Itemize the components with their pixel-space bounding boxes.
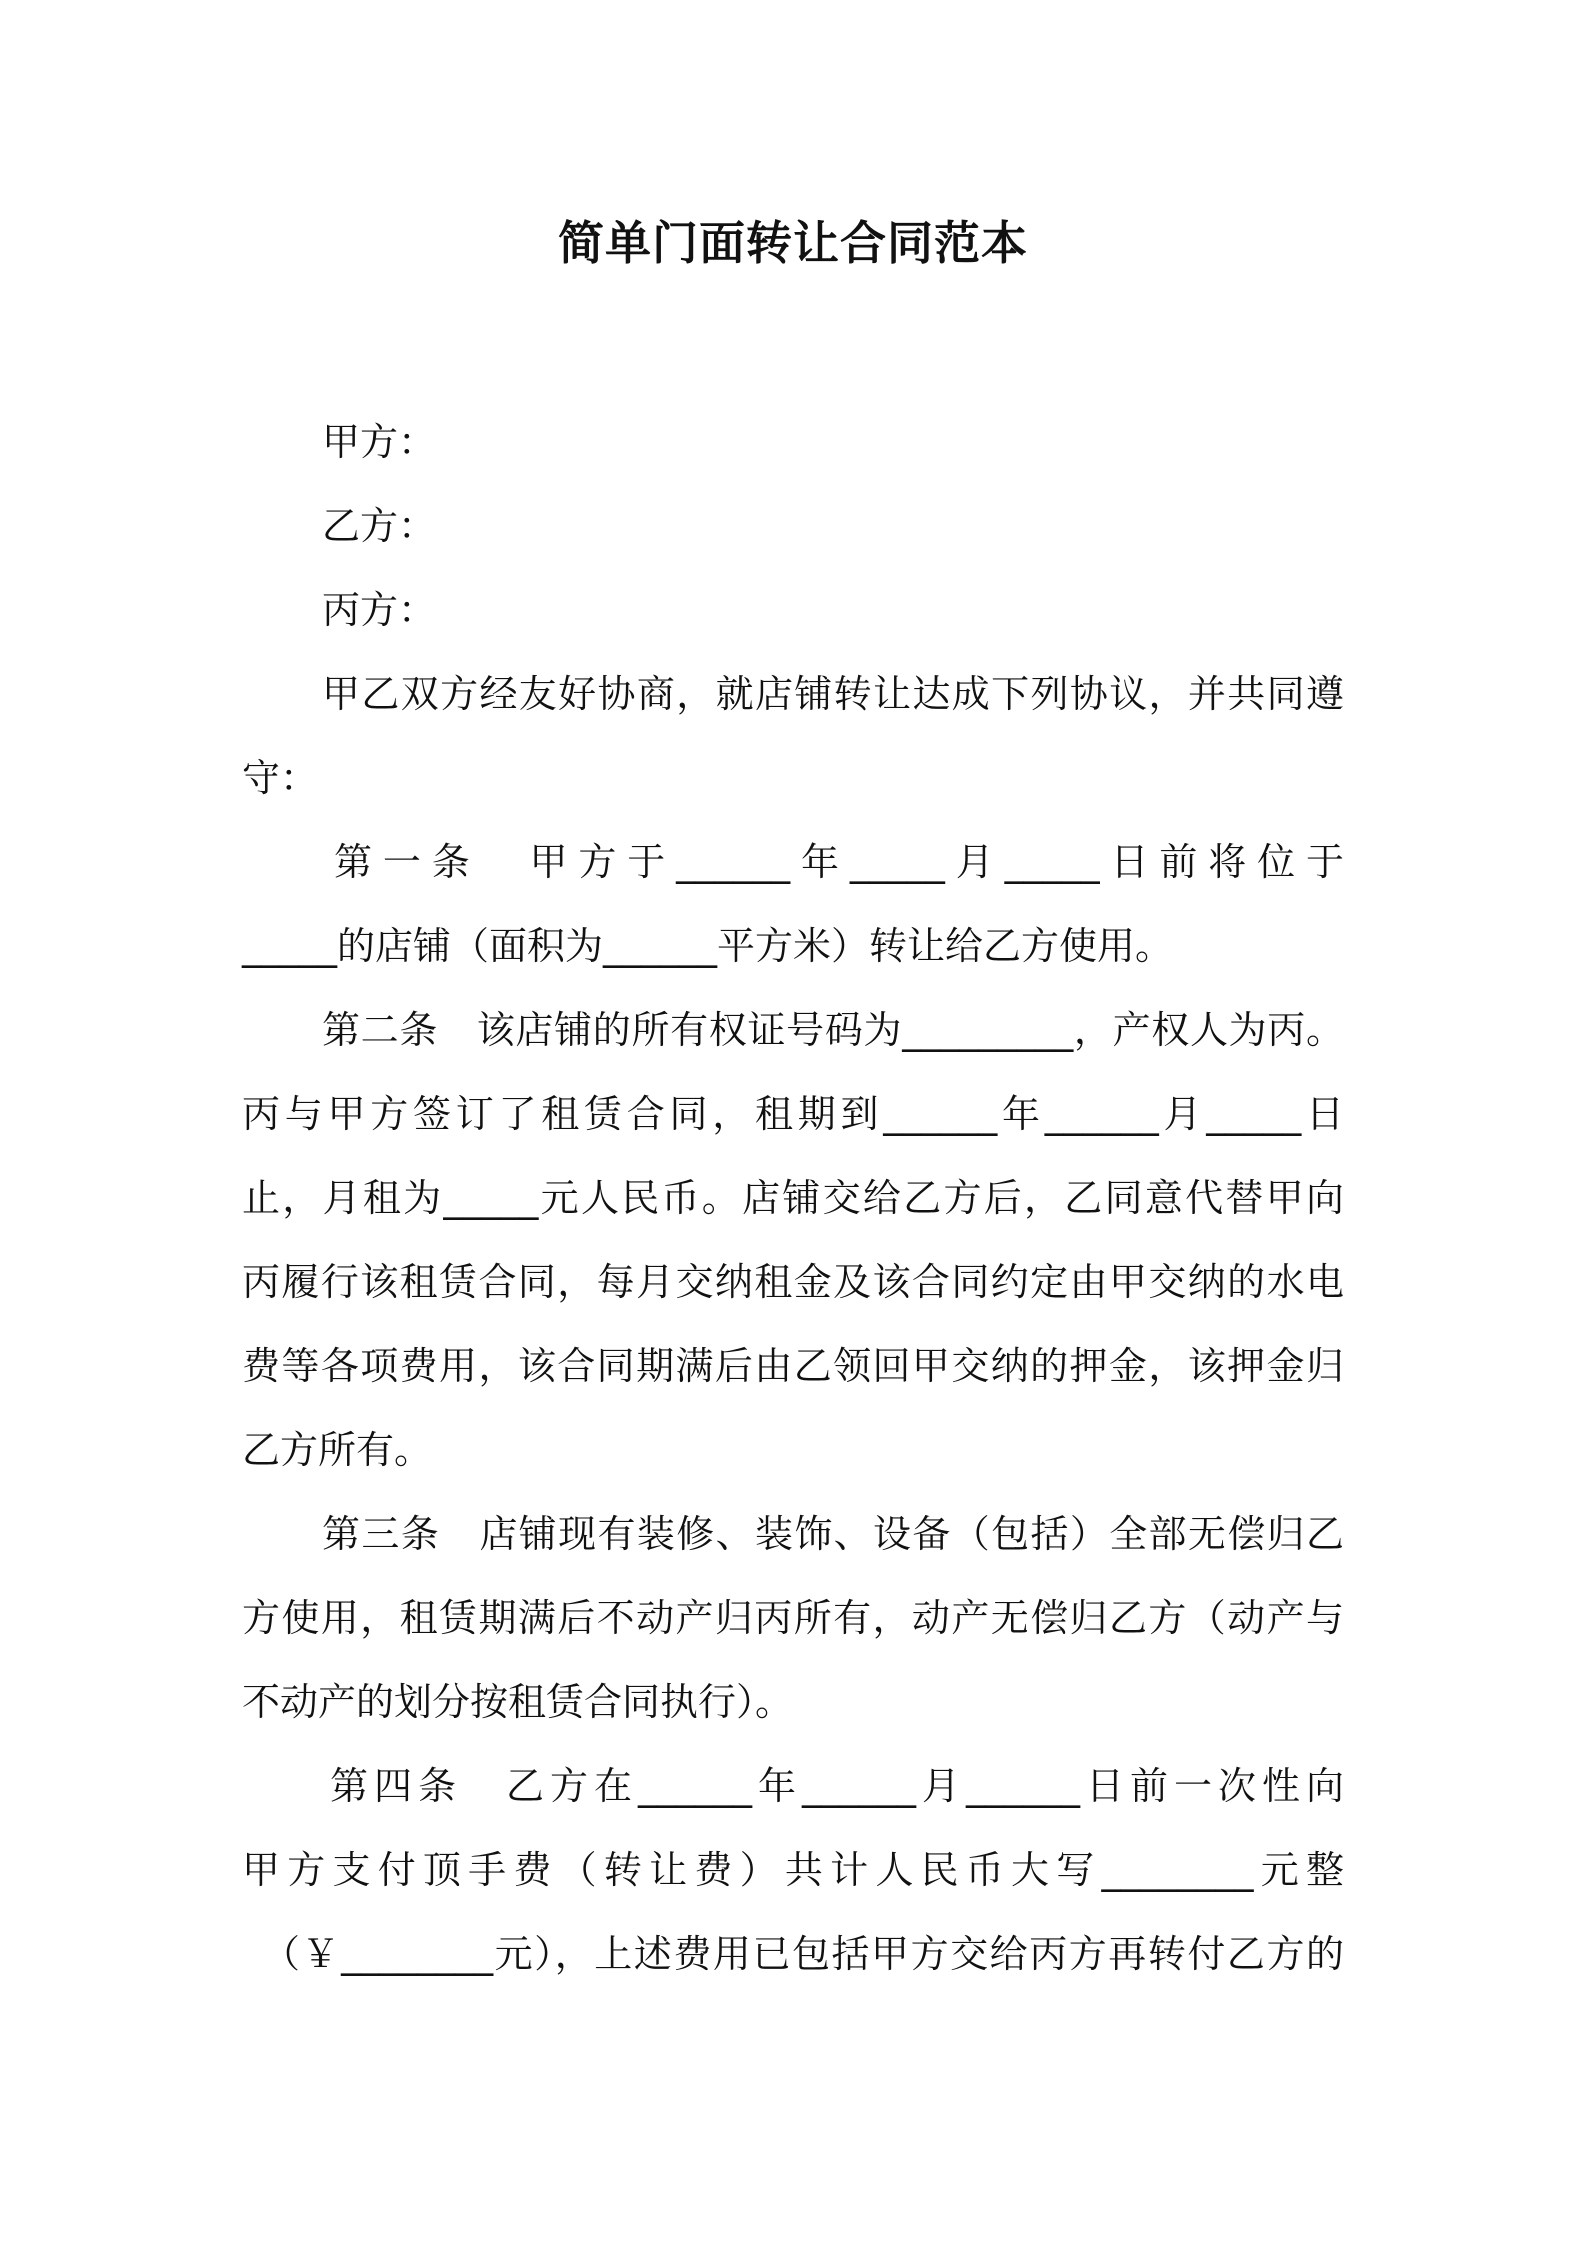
document-body [242,400,1344,1996]
party-b-line: 乙方： [322,504,437,548]
article-2-line-5: 费等各项费用，该合同期满后由乙领回甲交纳的押金，该押金归 [242,1344,1344,1388]
article-2-line-2: 丙与甲方签订了租赁合同，租期到______年______月_____日 [242,1092,1344,1136]
intro-line-1: 甲乙双方经友好协商，就店铺转让达成下列协议，并共同遵 [322,672,1344,716]
article-4-line-3: （￥________元），上述费用已包括甲方交给丙方再转付乙方的 [262,1932,1344,1976]
article-4-line-1: 第四条 乙方在______年______月______日前一次性向 [330,1764,1344,1808]
article-1-line-1: 第一条 甲方于______年_____月_____日前将位于 [334,840,1344,884]
article-4-line-2: 甲方支付顶手费（转让费）共计人民币大写________元整 [242,1848,1344,1892]
article-2-line-4: 丙履行该租赁合同，每月交纳租金及该合同约定由甲交纳的水电 [242,1260,1344,1304]
article-3-line-2: 方使用，租赁期满后不动产归丙所有，动产无偿归乙方（动产与 [242,1596,1344,1640]
article-3-line-1: 第三条 店铺现有装修、装饰、设备（包括）全部无偿归乙 [322,1512,1344,1556]
article-2-line-1: 第二条 该店铺的所有权证号码为_________，产权人为丙。 [322,1008,1344,1052]
party-a-line: 甲方： [322,420,437,464]
article-3-line-3: 不动产的划分按租赁合同执行）。 [242,1680,794,1724]
document-title: 简单门面转让合同范本 [558,216,1028,270]
article-1-line-2: _____的店铺（面积为______平方米）转让给乙方使用。 [242,924,1174,968]
article-2-line-3: 止，月租为_____元人民币。店铺交给乙方后，乙同意代替甲向 [242,1176,1344,1220]
party-c-line: 丙方： [322,588,437,632]
intro-line-2: 守： [242,756,319,800]
article-2-line-6: 乙方所有。 [242,1428,433,1472]
